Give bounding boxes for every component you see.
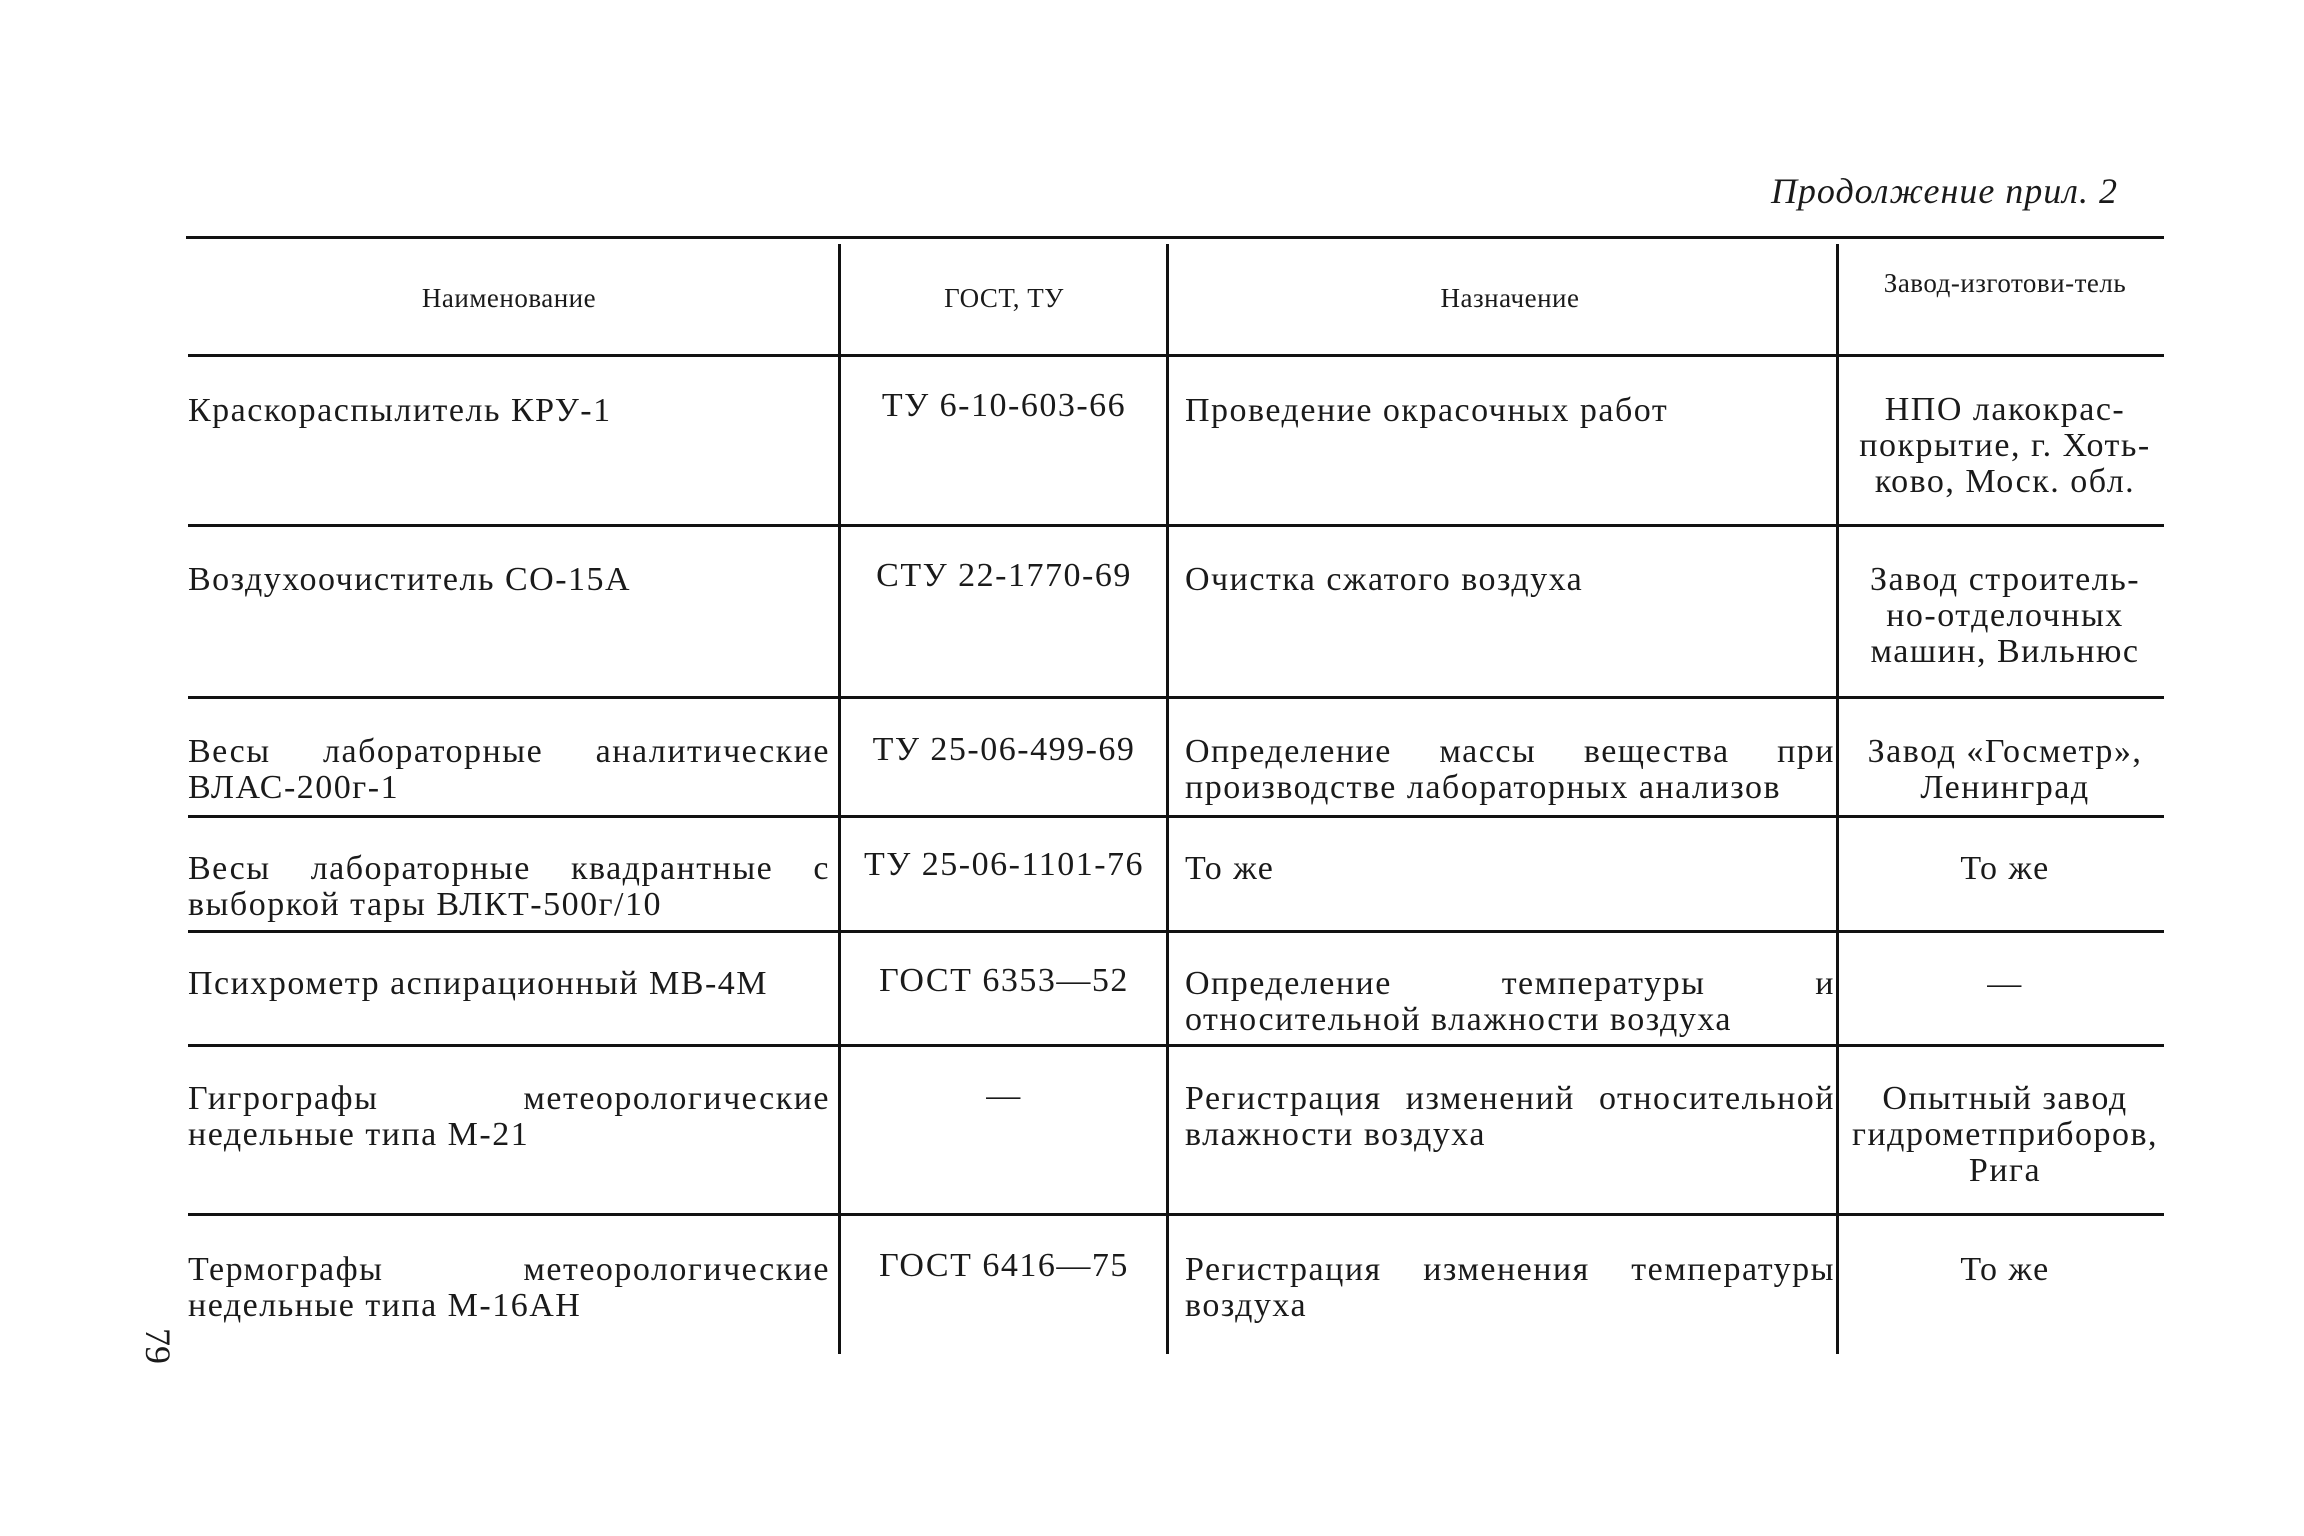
column-divider bbox=[1166, 244, 1169, 1354]
row-rule bbox=[188, 815, 2164, 818]
header-manufacturer: Завод-изготови-тель bbox=[1883, 268, 2127, 298]
row-6-manufacturer: Опытный завод гидрометприборов, Рига bbox=[1852, 1080, 2158, 1189]
row-6-name: Гигрографы метеорологические недельные типа М-21 bbox=[188, 1080, 830, 1153]
header-purpose: Назначение bbox=[1440, 283, 1580, 313]
row-3-purpose: Определение массы вещества при производстве лабораторных анализов bbox=[1185, 733, 1835, 806]
row-5-name: Психрометр аспирационный МВ-4М bbox=[188, 965, 769, 1002]
row-3-gost: ТУ 25-06-499-69 bbox=[872, 731, 1136, 768]
row-4-purpose: То же bbox=[1185, 850, 1275, 887]
row-2-purpose: Очистка сжатого воздуха bbox=[1185, 561, 1584, 598]
row-4-gost: ТУ 25-06-1101-76 bbox=[863, 846, 1145, 883]
row-rule bbox=[188, 1213, 2164, 1216]
page-number: 79 bbox=[138, 1328, 178, 1364]
header-name: Наименование bbox=[421, 283, 597, 313]
row-6-purpose: Регистрация изменений относительной влажности воздуха bbox=[1185, 1080, 1835, 1153]
row-1-gost: ТУ 6-10-603-66 bbox=[881, 387, 1127, 424]
row-7-purpose: Регистрация изменения температуры воздуха bbox=[1185, 1251, 1835, 1324]
table-top-rule bbox=[186, 236, 2164, 239]
header-bottom-rule bbox=[188, 354, 2164, 357]
row-1-purpose: Проведение окрасочных работ bbox=[1185, 392, 1669, 429]
row-3-manufacturer: Завод «Госметр», Ленинград bbox=[1867, 733, 2143, 806]
row-1-manufacturer: НПО лакокрас-покрытие, г. Хоть-ково, Моск. обл. bbox=[1859, 391, 2151, 500]
row-rule bbox=[188, 1044, 2164, 1047]
column-divider bbox=[838, 244, 841, 1354]
row-6-gost: — bbox=[986, 1077, 1022, 1114]
column-divider bbox=[1836, 244, 1839, 1354]
row-7-gost: ГОСТ 6416—75 bbox=[879, 1247, 1129, 1284]
row-rule bbox=[188, 930, 2164, 933]
row-4-name: Весы лабораторные квадрантные с выборкой тары ВЛКТ-500г/10 bbox=[188, 850, 830, 923]
row-1-name: Краскораспылитель КРУ-1 bbox=[188, 392, 612, 429]
row-7-manufacturer: То же bbox=[1960, 1251, 2050, 1288]
row-7-name: Термографы метеорологические недельные типа М-16АН bbox=[188, 1251, 830, 1324]
row-rule bbox=[188, 524, 2164, 527]
row-2-name: Воздухоочиститель СО-15А bbox=[188, 561, 632, 598]
row-5-gost: ГОСТ 6353—52 bbox=[879, 962, 1129, 999]
continuation-label: Продолжение прил. 2 bbox=[1770, 171, 2118, 211]
row-3-name: Весы лабораторные аналитические ВЛАС-200г-1 bbox=[188, 733, 830, 806]
row-5-manufacturer: — bbox=[1987, 965, 2023, 1002]
row-2-manufacturer: Завод строитель-но-отделочных машин, Вильнюс bbox=[1869, 561, 2141, 670]
row-2-gost: СТУ 22-1770-69 bbox=[876, 557, 1132, 594]
header-gost: ГОСТ, ТУ bbox=[944, 283, 1064, 313]
row-rule bbox=[188, 696, 2164, 699]
row-5-purpose: Определение температуры и относительной влажности воздуха bbox=[1185, 965, 1835, 1038]
row-4-manufacturer: То же bbox=[1960, 850, 2050, 887]
